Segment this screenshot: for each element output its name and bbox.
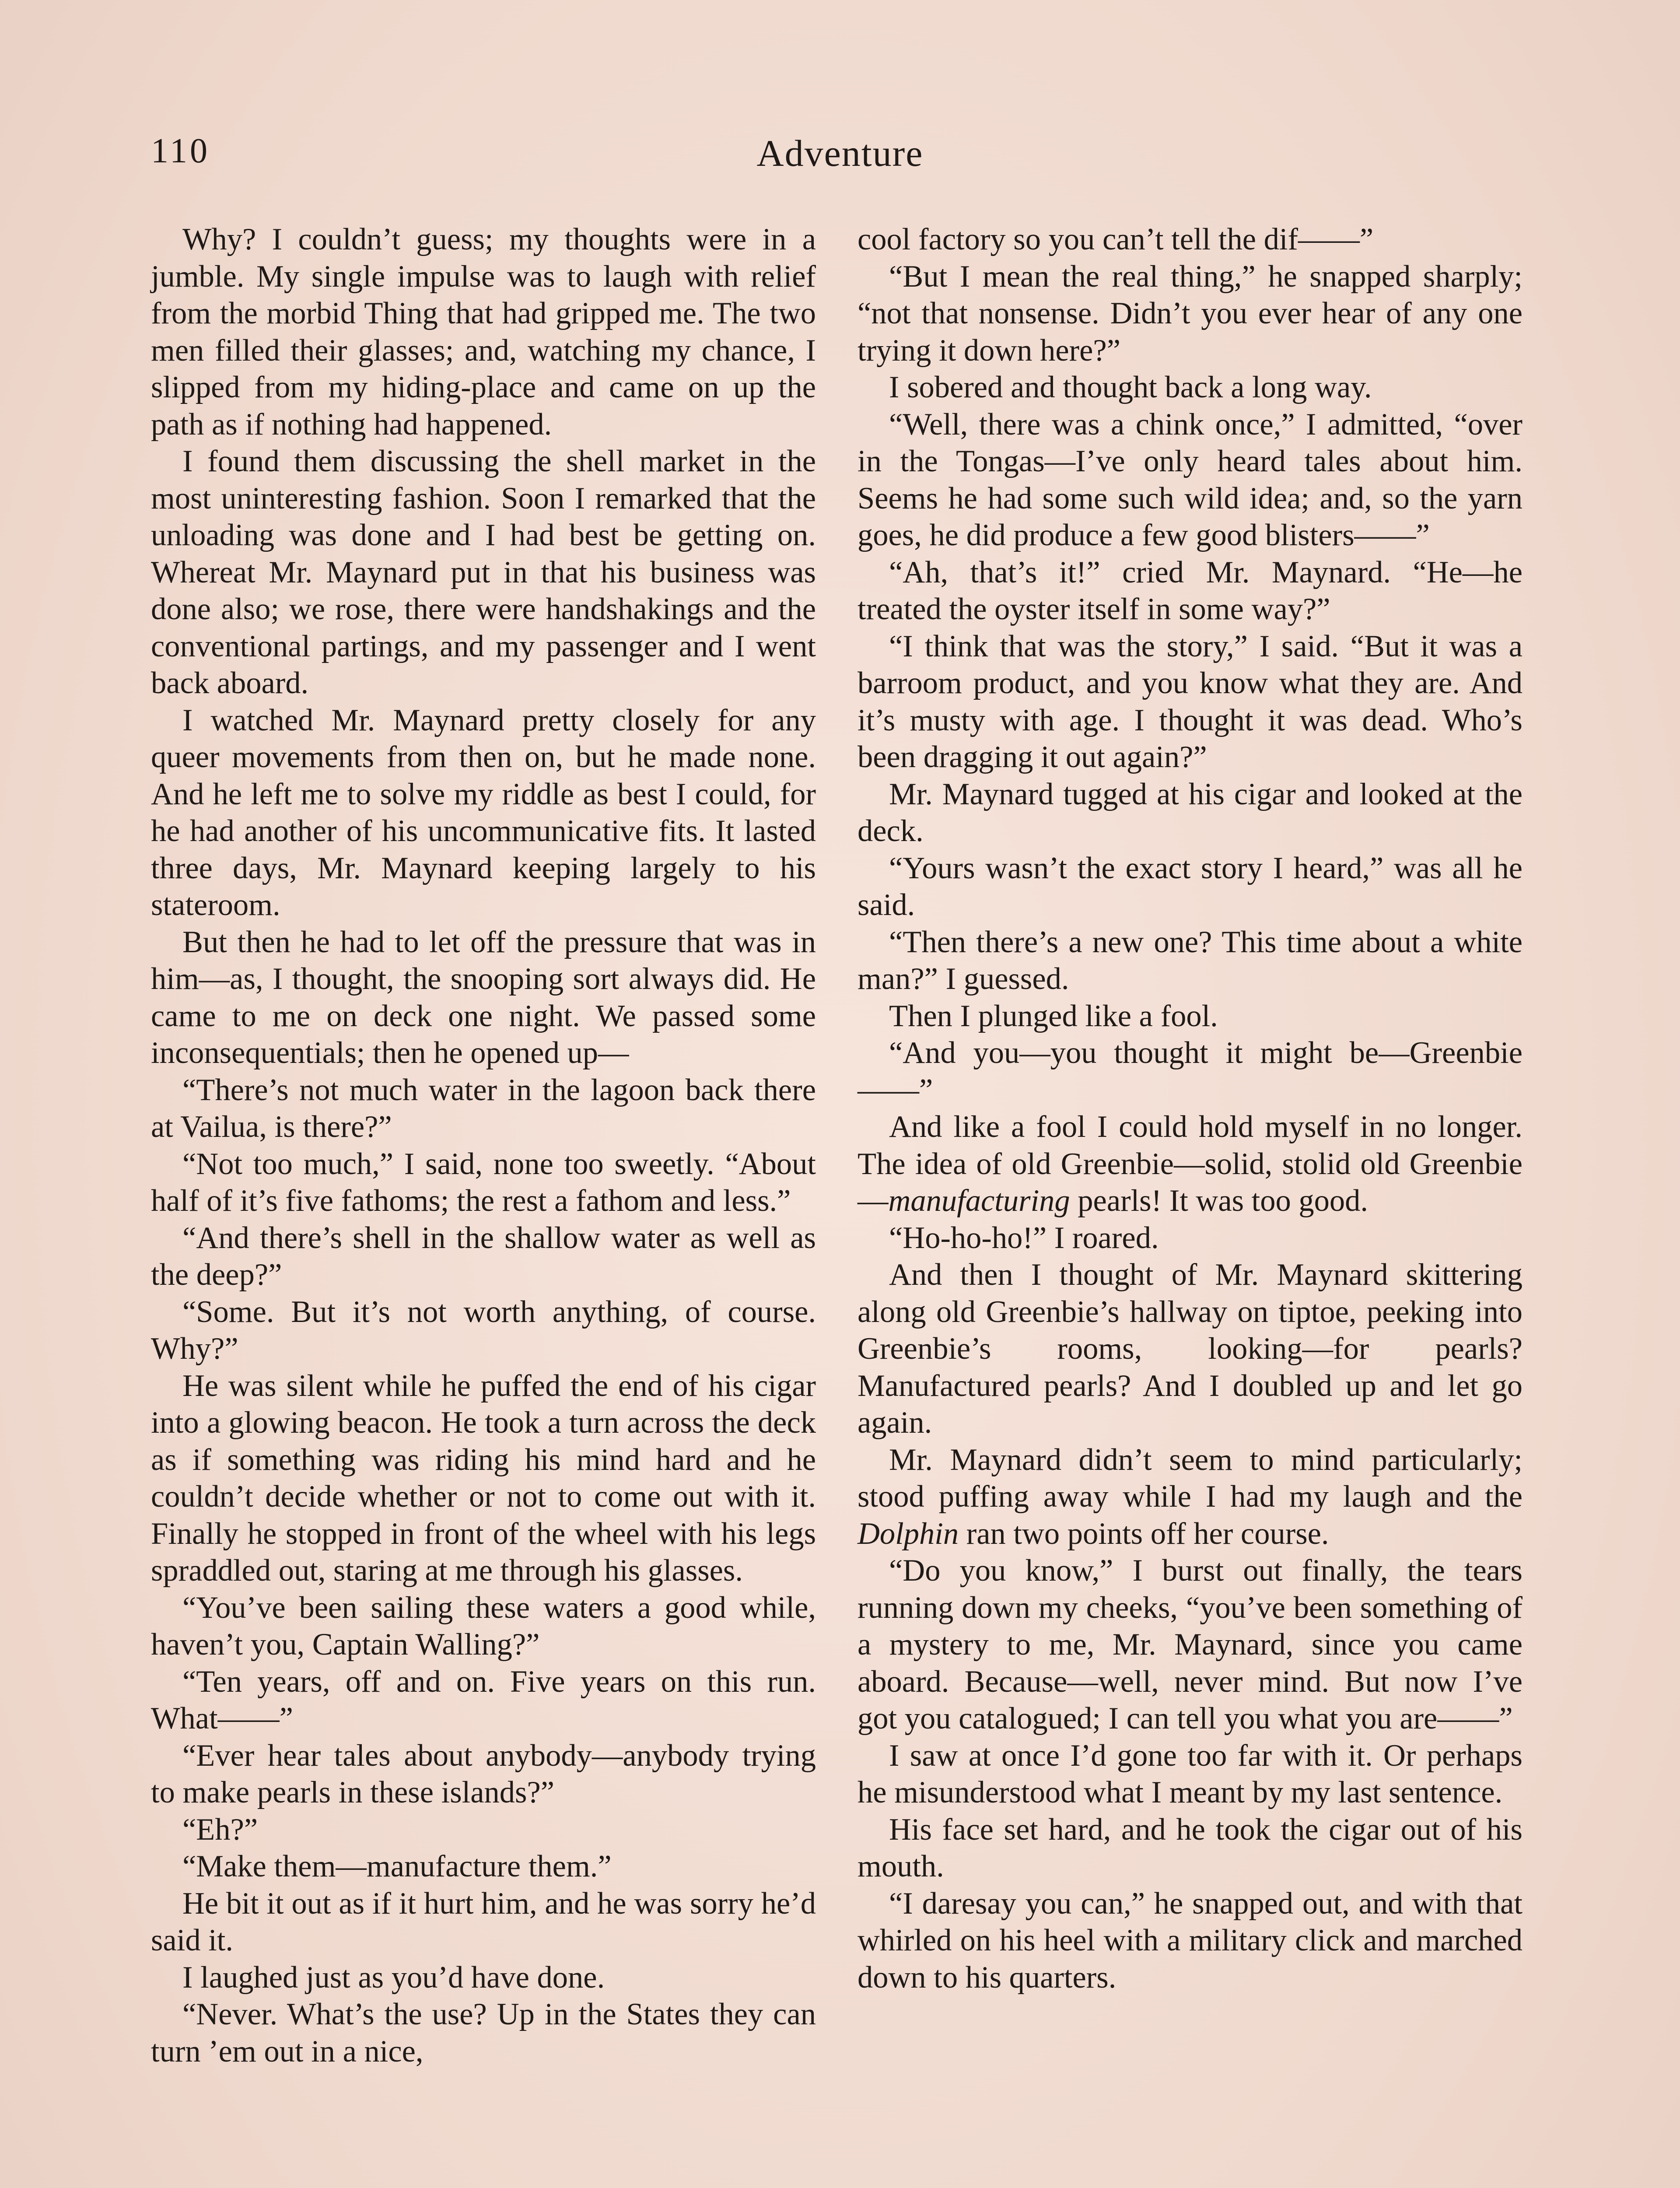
text-run: pearls! It was too good. [1070, 1184, 1368, 1218]
text-run: And like a fool I could hold myself in no longer. The idea of old Greenbie—solid, stolid old Greenbie— [858, 1110, 1522, 1218]
paragraph [858, 1441, 1522, 1553]
paragraph: “Ten years, off and on. Five years on this run. What——” [151, 1664, 816, 1736]
paragraph: “There’s not much water in the lagoon back there at Vailua, is there?” [151, 1073, 816, 1144]
paragraph: “Not too much,” I said, none too sweetly. “About half of it’s five fathoms; the rest a fathom and less.” [151, 1147, 816, 1218]
paragraph: “But I mean the real thing,” he snapped sharply; “not that nonsense. Didn’t you ever hear of any one trying it down here?” [858, 259, 1522, 368]
paragraph: I sobered and thought back a long way. [889, 370, 1372, 404]
page-header [151, 131, 1529, 184]
paragraph: “I think that was the story,” I said. “But it was a barroom product, and you know what they are. And it’s musty with age. I thought it was dead. Who’s been dragging it out again?” [858, 629, 1522, 774]
paragraph: “Ah, that’s it!” cried Mr. Maynard. “He—he treated the oyster itself in some way?” [858, 555, 1522, 626]
paragraph: “And you—you thought it might be—Greenbie——” [858, 1036, 1522, 1107]
paragraph: “Some. But it’s not worth anything, of course. Why?” [151, 1294, 816, 1366]
ship-name: Dolphin [858, 1516, 959, 1551]
paragraph-continued: cool factory so you can’t tell the dif——” [858, 222, 1374, 256]
left-column [151, 221, 816, 2070]
paragraph: “Never. What’s the use? Up in the States they can turn ’em out in a nice, [151, 1997, 816, 2069]
paragraph [858, 1108, 1522, 1220]
paragraph: I saw at once I’d gone too far with it. Or perhaps he misunderstood what I meant by my last sentence. [858, 1738, 1522, 1809]
paragraph: I laughed just as you’d have done. [182, 1960, 605, 1995]
paragraph: “You’ve been sailing these waters a good while, haven’t you, Captain Walling?” [151, 1590, 816, 1662]
paragraph: His face set hard, and he took the cigar out of his mouth. [858, 1812, 1522, 1883]
paragraph: “And there’s shell in the shallow water as well as the deep?” [151, 1220, 816, 1292]
paragraph: “I daresay you can,” he snapped out, and with that whirled on his heel with a military click and marched down to his quarters. [858, 1886, 1522, 1995]
paragraph: “Make them—manufacture them.” [182, 1849, 612, 1883]
paragraph: But then he had to let off the pressure that was in him—as, I thought, the snooping sort always did. He came to me on deck one night. We passed some inconsequentials; then he opened up— [151, 925, 816, 1070]
paragraph: “Do you know,” I burst out finally, the tears running down my cheeks, “you’ve been something of a mystery to me, Mr. Maynard, since you came aboard. Because—well, never mind. But now I’ve got you catalogued; I can tell you what you are——” [858, 1553, 1522, 1736]
paragraph: He bit it out as if it hurt him, and he was sorry he’d said it. [151, 1886, 816, 1957]
italic-text: manufacturing [888, 1184, 1070, 1218]
paragraph: I found them discussing the shell market in the most uninteresting fashion. Soon I remarked that the unloading was done and I had best be getting on. Whereat Mr. Maynard put in that his business was done also; we rose, there were handshakings and the conventional partings, and my passenger and I went back aboard. [151, 444, 816, 700]
page-number: 110 [151, 132, 210, 170]
paragraph: Then I plunged like a fool. [889, 999, 1218, 1033]
paragraph: Why? I couldn’t guess; my thoughts were in a jumble. My single impulse was to laugh with relief from the morbid Thing that had gripped me. The two men filled their glasses; and, watching my chance, I slipped from my hiding-place and came on up the path as if nothing had happened. [151, 222, 816, 442]
text-run: Mr. Maynard didn’t seem to mind particularly; stood puffing away while I had my laugh and the [858, 1442, 1522, 1514]
text-run: ran two points off her course. [959, 1516, 1329, 1551]
paragraph: Mr. Maynard tugged at his cigar and looked at the deck. [858, 777, 1522, 848]
paragraph: He was silent while he puffed the end of his cigar into a glowing beacon. He took a turn across the deck as if something was riding his mind hard and he couldn’t decide whether or not to come out with it. Finally he stopped in front of the wheel with his legs spraddled out, staring at me through his glasses. [151, 1368, 816, 1588]
magazine-title: Adventure [756, 132, 924, 174]
paragraph: I watched Mr. Maynard pretty closely for any queer movements from then on, but he made none. And he left me to solve my riddle as best I could, for he had another of his uncommunicative fits. It lasted three days, Mr. Maynard keeping largely to his stateroom. [151, 703, 816, 922]
paragraph: “Ho-ho-ho!” I roared. [889, 1220, 1159, 1255]
paragraph: “Well, there was a chink once,” I admitted, “over in the Tongas—I’ve only heard tales about him. Seems he had some such wild idea; and, so the yarn goes, he did produce a few good blisters——” [858, 407, 1522, 552]
paragraph: “Yours wasn’t the exact story I heard,” was all he said. [858, 851, 1522, 922]
paragraph: “Eh?” [182, 1812, 258, 1847]
paragraph: “Then there’s a new one? This time about a white man?” I guessed. [858, 925, 1522, 996]
right-column [858, 221, 1522, 1996]
paragraph: “Ever hear tales about anybody—anybody trying to make pearls in these islands?” [151, 1738, 816, 1809]
paragraph: And then I thought of Mr. Maynard skittering along old Greenbie’s hallway on tiptoe, peeking into Greenbie’s rooms, looking—for pearls? Manufactured pearls? And I doubled up and let go again. [858, 1258, 1522, 1440]
